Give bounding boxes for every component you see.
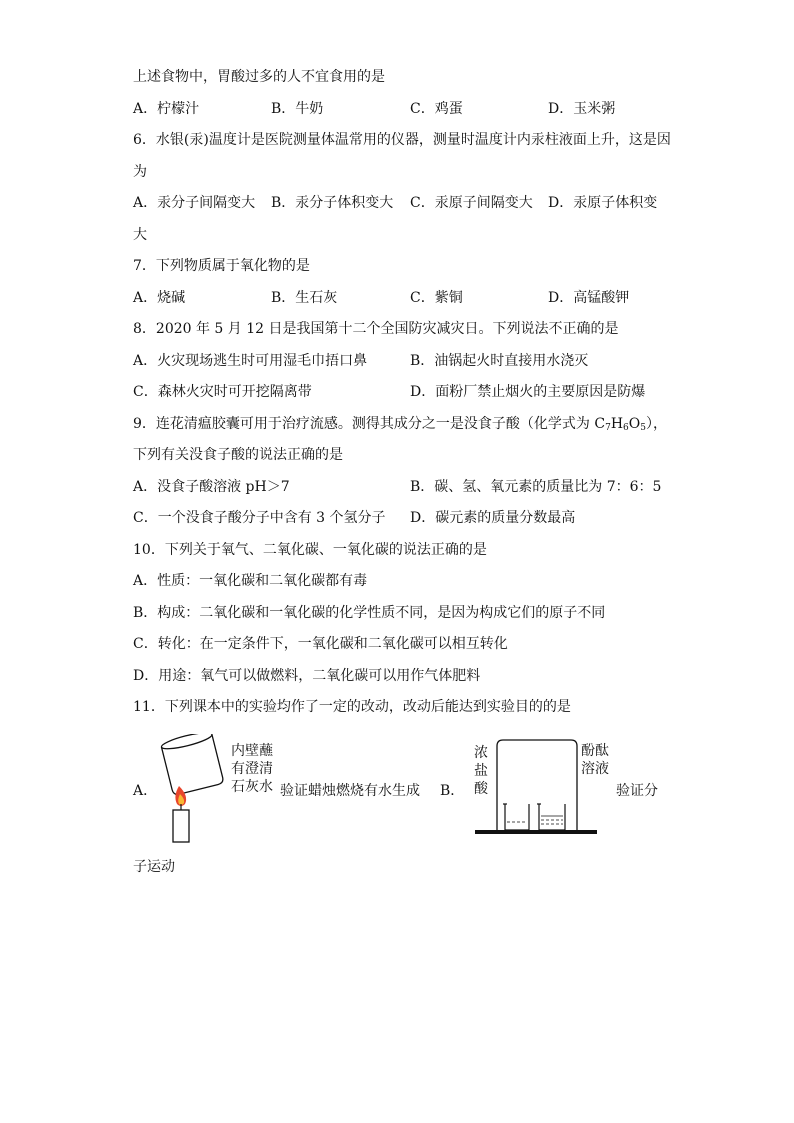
phenolphthalein-label <box>581 742 609 778</box>
hcl-label-line1: 浓 <box>474 744 488 761</box>
q7-stem: 7．下列物质属于氧化物的是 <box>133 258 310 274</box>
q9-stem-wrap: 下列有关没食子酸的说法正确的是 <box>133 447 343 463</box>
q11-option-b-text: 验证分 <box>616 782 658 799</box>
q7-option-c[interactable]: C．紫铜 <box>410 289 463 306</box>
q6-option-d[interactable]: D．汞原子体积变 <box>548 195 658 211</box>
q9-stem <box>133 409 673 441</box>
q7-option-a[interactable]: A．烧碱 <box>133 289 186 306</box>
hcl-label-line3: 酸 <box>474 780 488 797</box>
formula-sub-c: 7 <box>605 422 611 433</box>
q5-stem: 上述食物中，胃酸过多的人不宜食用的是 <box>133 69 385 85</box>
q10-option-b[interactable]: B．构成：二氧化碳和一氧化碳的化学性质不同，是因为构成它们的原子不同 <box>133 604 606 621</box>
formula-h: H <box>610 415 624 432</box>
q9-stem-suffix: ）， <box>645 415 667 432</box>
beaker-label-line2: 有澄清 <box>231 760 273 777</box>
q10-stem: 10．下列关于氧气、二氧化碳、一氧化碳的说法正确的是 <box>133 541 487 558</box>
q8-option-b[interactable]: B．油锅起火时直接用水浇灭 <box>410 352 589 369</box>
q5-option-a[interactable]: A．柠檬汁 <box>133 100 200 117</box>
q9-option-d[interactable]: D．碳元素的质量分数最高 <box>410 510 576 526</box>
q6-option-a[interactable]: A．汞分子间隔变大 <box>133 195 256 211</box>
phenolphthalein-label-line2: 溶液 <box>581 760 609 777</box>
q7-option-d[interactable]: D．高锰酸钾 <box>548 289 630 306</box>
q6-stem: 6．水银(汞)温度计是医院测量体温常用的仪器，测量时温度计内汞柱液面上升，这是因 <box>133 132 671 148</box>
q9-options-row1 <box>133 472 673 504</box>
beaker-label <box>231 742 273 796</box>
formula-sub-h: 6 <box>623 422 629 433</box>
q10-option-a[interactable]: A．性质：一氧化碳和二氧化碳都有毒 <box>133 573 368 589</box>
q8-option-c[interactable]: C．森林火灾时可开挖隔离带 <box>133 384 312 400</box>
q5-options <box>133 94 673 126</box>
q11-option-b-letter[interactable]: B． <box>440 782 465 799</box>
q8-stem: 8．2020 年 5 月 12 日是我国第十二个全国防灾减灾日。下列说法不正确的是 <box>133 321 619 337</box>
q11-option-a-letter[interactable]: A． <box>133 782 158 799</box>
candle-beaker-diagram <box>151 734 231 844</box>
q5-option-d[interactable]: D．玉米粥 <box>548 100 616 117</box>
phenolphthalein-label-line1: 酚酞 <box>581 742 609 759</box>
q6-option-wrap: 大 <box>133 226 147 243</box>
q9-option-b[interactable]: B．碳、氢、氧元素的质量比为 7：6：5 <box>410 478 662 495</box>
q11-option-b-wrap: 子运动 <box>133 858 175 875</box>
q8-option-d[interactable]: D．面粉厂禁止烟火的主要原因是防爆 <box>410 384 646 400</box>
q11-figures <box>133 734 673 844</box>
q8-options-row2 <box>133 377 673 409</box>
beaker-label-line3: 石灰水 <box>231 778 273 795</box>
q9-option-c[interactable]: C．一个没食子酸分子中含有 3 个氢分子 <box>133 510 386 526</box>
formula-o: O <box>628 415 641 432</box>
q8-option-a[interactable]: A．火灾现场逃生时可用湿毛巾捂口鼻 <box>133 352 368 369</box>
q9-stem-text: 9．连花清瘟胶囊可用于治疗流感。测得其成分之一是没食子酸（化学式为 C <box>133 415 606 432</box>
q11-stem: 11．下列课本中的实验均作了一定的改动，改动后能达到实验目的的是 <box>133 699 571 715</box>
q8-options-row1 <box>133 346 673 378</box>
q5-option-b[interactable]: B．牛奶 <box>271 100 324 117</box>
q6-stem-wrap: 为 <box>133 163 147 180</box>
q10-option-c[interactable]: C．转化：在一定条件下，一氧化碳和二氧化碳可以相互转化 <box>133 636 508 652</box>
q9-option-a[interactable]: A．没食子酸溶液 pH＞7 <box>133 478 290 495</box>
q6-option-b[interactable]: B．汞分子体积变大 <box>271 195 394 211</box>
q5-option-c[interactable]: C．鸡蛋 <box>410 100 463 117</box>
q6-options <box>133 188 673 220</box>
exam-page <box>133 62 673 883</box>
beaker-label-line1: 内壁蘸 <box>231 742 273 759</box>
hcl-label-line2: 盐 <box>474 762 488 779</box>
formula-sub-o: 5 <box>640 422 646 433</box>
q9-options-row2 <box>133 503 673 535</box>
q7-options <box>133 283 673 315</box>
q7-option-b[interactable]: B．生石灰 <box>271 289 338 306</box>
q6-option-c[interactable]: C．汞原子间隔变大 <box>410 195 533 211</box>
q10-option-d[interactable]: D．用途：氧气可以做燃料，二氧化碳可以用作气体肥料 <box>133 667 481 684</box>
q11-option-a-text: 验证蜡烛燃烧有水生成 <box>280 782 420 799</box>
